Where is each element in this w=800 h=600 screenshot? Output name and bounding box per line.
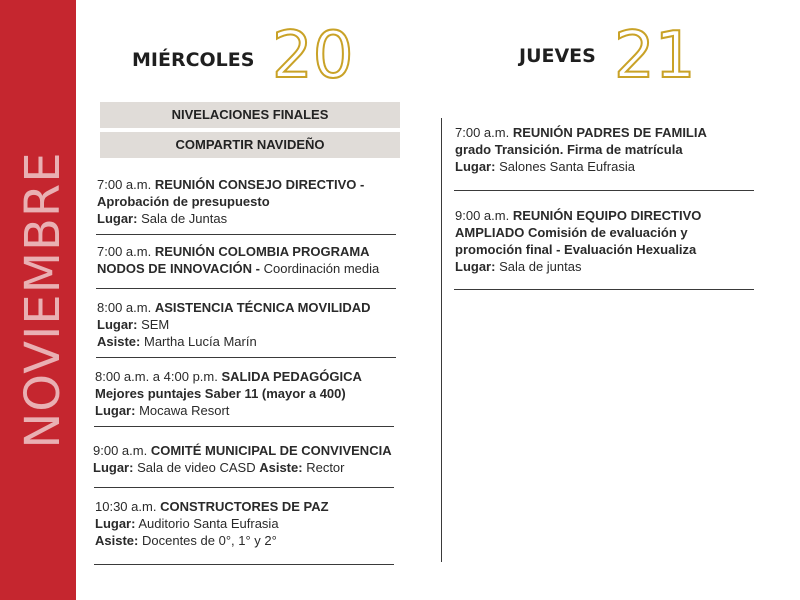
day-name-wednesday: MIÉRCOLES — [132, 49, 255, 71]
event-equipo-directivo — [455, 207, 701, 275]
divider — [96, 288, 396, 289]
divider — [96, 357, 396, 358]
event-asistencia-movilidad — [97, 299, 371, 350]
event-title: REUNIÓN COLOMBIA PROGRAMA — [154, 244, 370, 259]
day-number-21: 21 — [614, 19, 696, 93]
column-divider — [441, 118, 442, 562]
event-time: 9:00 a.m. — [93, 443, 148, 458]
place-label: Lugar: — [95, 516, 136, 531]
event-title: CONSTRUCTORES DE PAZ — [160, 499, 329, 514]
event-constructores-paz — [95, 498, 329, 549]
event-time: 8:00 a.m. a 4:00 p.m. — [95, 369, 218, 384]
place-label: Lugar: — [97, 211, 138, 226]
event-place: Sala de Juntas — [141, 211, 228, 226]
place-label: Lugar: — [93, 460, 134, 475]
banner-compartir: COMPARTIR NAVIDEÑO — [100, 132, 400, 158]
place-label: Lugar: — [455, 159, 496, 174]
event-title: ASISTENCIA TÉCNICA MOVILIDAD — [154, 300, 371, 315]
day-name-thursday: JUEVES — [519, 45, 596, 67]
month-label: NOVIEMBRE — [15, 151, 71, 449]
event-time: 10:30 a.m. — [95, 499, 157, 514]
event-detail-bold: NODOS DE INNOVACIÓN - — [97, 261, 260, 276]
event-detail: Coordinación media — [263, 261, 380, 276]
event-place: Salones Santa Eufrasia — [499, 159, 635, 174]
divider — [454, 190, 754, 191]
event-place: Auditorio Santa Eufrasia — [138, 516, 279, 531]
event-title: COMITÉ MUNICIPAL DE CONVIVENCIA — [150, 443, 392, 458]
event-title: REUNIÓN PADRES DE FAMILIA — [512, 125, 707, 140]
event-place: Sala de video CASD — [137, 460, 256, 475]
event-title: SALIDA PEDAGÓGICA — [221, 369, 362, 384]
month-sidebar — [0, 0, 76, 600]
event-title: REUNIÓN CONSEJO DIRECTIVO - — [154, 177, 365, 192]
divider — [94, 426, 394, 427]
event-attendee: Docentes de 0°, 1° y 2° — [141, 533, 277, 548]
divider — [96, 234, 396, 235]
attendee-label: Asiste: — [97, 334, 141, 349]
event-salida-pedagogica — [95, 368, 362, 419]
divider — [454, 289, 754, 290]
divider — [94, 487, 394, 488]
event-detail: AMPLIADO Comisión de evaluación y — [455, 225, 688, 240]
attendee-label: Asiste: — [259, 460, 303, 475]
event-consejo-directivo — [97, 176, 364, 227]
event-detail: grado Transición. Firma de matrícula — [455, 142, 683, 157]
event-padres-familia — [455, 124, 707, 175]
event-attendee: Martha Lucía Marín — [143, 334, 257, 349]
event-time: 7:00 a.m. — [97, 177, 152, 192]
event-title: REUNIÓN EQUIPO DIRECTIVO — [512, 208, 702, 223]
event-colombia-programa — [97, 243, 379, 277]
place-label: Lugar: — [97, 317, 138, 332]
event-comite-convivencia — [93, 442, 392, 476]
banner-nivelaciones: NIVELACIONES FINALES — [100, 102, 400, 128]
event-place: Sala de juntas — [499, 259, 582, 274]
event-attendee: Rector — [306, 460, 345, 475]
divider — [94, 564, 394, 565]
event-detail: Aprobación de presupuesto — [97, 194, 270, 209]
place-label: Lugar: — [455, 259, 496, 274]
day-number-20: 20 — [272, 19, 354, 93]
event-time: 9:00 a.m. — [455, 208, 510, 223]
attendee-label: Asiste: — [95, 533, 139, 548]
event-time: 8:00 a.m. — [97, 300, 152, 315]
event-time: 7:00 a.m. — [97, 244, 152, 259]
event-place: SEM — [141, 317, 170, 332]
event-detail: promoción final - Evaluación Hexualiza — [455, 242, 697, 257]
event-place: Mocawa Resort — [139, 403, 230, 418]
event-detail: Mejores puntajes Saber 11 (mayor a 400) — [95, 386, 346, 401]
event-time: 7:00 a.m. — [455, 125, 510, 140]
place-label: Lugar: — [95, 403, 136, 418]
